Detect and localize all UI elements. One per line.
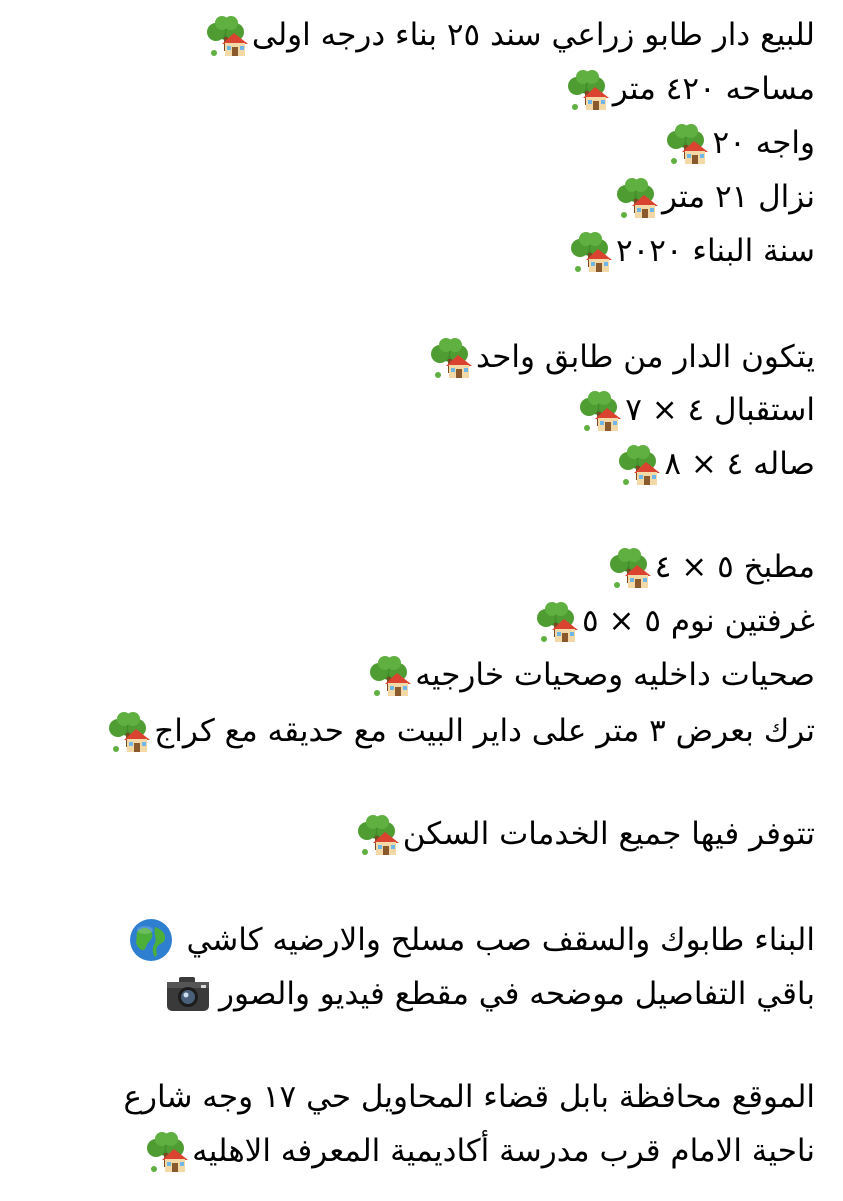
post-line-text: غرفتين نوم ٥ × ٥	[582, 602, 815, 639]
post-line	[20, 592, 815, 646]
post-line-text: صحيات داخليه وصحيات خارجيه	[415, 656, 815, 693]
post-line-text: مطبخ ٥ × ٤	[654, 548, 815, 585]
tree-house-icon	[614, 440, 662, 488]
post-line	[20, 381, 815, 435]
post-line-text: تتوفر فيها جميع الخدمات السكن	[402, 815, 815, 852]
post-line	[20, 6, 815, 60]
post-line-text: مساحه ٤٢٠ متر	[612, 70, 815, 107]
post-line-text: نزال ٢١ متر	[662, 178, 815, 215]
globe-icon	[128, 917, 174, 963]
post-line	[20, 646, 815, 700]
post-line-text: سنة البناء ٢٠٢٠	[615, 232, 815, 269]
tree-house-icon	[202, 11, 250, 59]
post-line-text: واجه ٢٠	[712, 124, 815, 161]
post-line	[20, 1122, 815, 1176]
tree-house-icon	[612, 173, 660, 221]
post-line	[20, 1068, 815, 1122]
post-line	[20, 60, 815, 114]
post-line-text: صاله ٤ × ٨	[664, 445, 815, 482]
post-line-text: ناحية الامام قرب مدرسة أكاديمية المعرفه الاهليه	[192, 1132, 815, 1169]
post-line	[20, 965, 815, 1019]
post-line-text: الموقع محافظة بابل قضاء المحاويل حي ١٧ وجه شارع	[123, 1078, 815, 1115]
tree-house-icon	[353, 810, 401, 858]
post-line	[20, 435, 815, 489]
tree-house-icon	[365, 651, 413, 699]
post-line-text: البناء طابوك والسقف صب مسلح والارضيه كاشي	[186, 921, 815, 958]
tree-house-icon	[563, 65, 611, 113]
post-line-text: يتكون الدار من طابق واحد	[475, 338, 815, 375]
post-line	[20, 702, 815, 756]
tree-house-icon	[426, 333, 474, 381]
tree-house-icon	[566, 227, 614, 275]
camera-icon	[165, 975, 211, 1013]
tree-house-icon	[662, 119, 710, 167]
post-line	[20, 114, 815, 168]
post-line	[20, 911, 815, 965]
post-line	[20, 168, 815, 222]
tree-house-icon	[532, 597, 580, 645]
post-line-text: ترك بعرض ٣ متر على داير البيت مع حديقه مع كراج	[154, 712, 815, 749]
tree-house-icon	[605, 543, 653, 591]
post-line-text: باقي التفاصيل موضحه في مقطع فيديو والصور	[219, 975, 815, 1012]
post-line	[20, 805, 815, 859]
tree-house-icon	[142, 1127, 190, 1175]
post-line	[20, 328, 815, 382]
post-line	[20, 222, 815, 276]
tree-house-icon	[575, 386, 623, 434]
post-line-text: للبيع دار طابو زراعي سند ٢٥ بناء درجه اولى	[251, 16, 815, 53]
post-line	[20, 538, 815, 592]
tree-house-icon	[104, 707, 152, 755]
post-line-text: استقبال ٤ × ٧	[625, 391, 815, 428]
